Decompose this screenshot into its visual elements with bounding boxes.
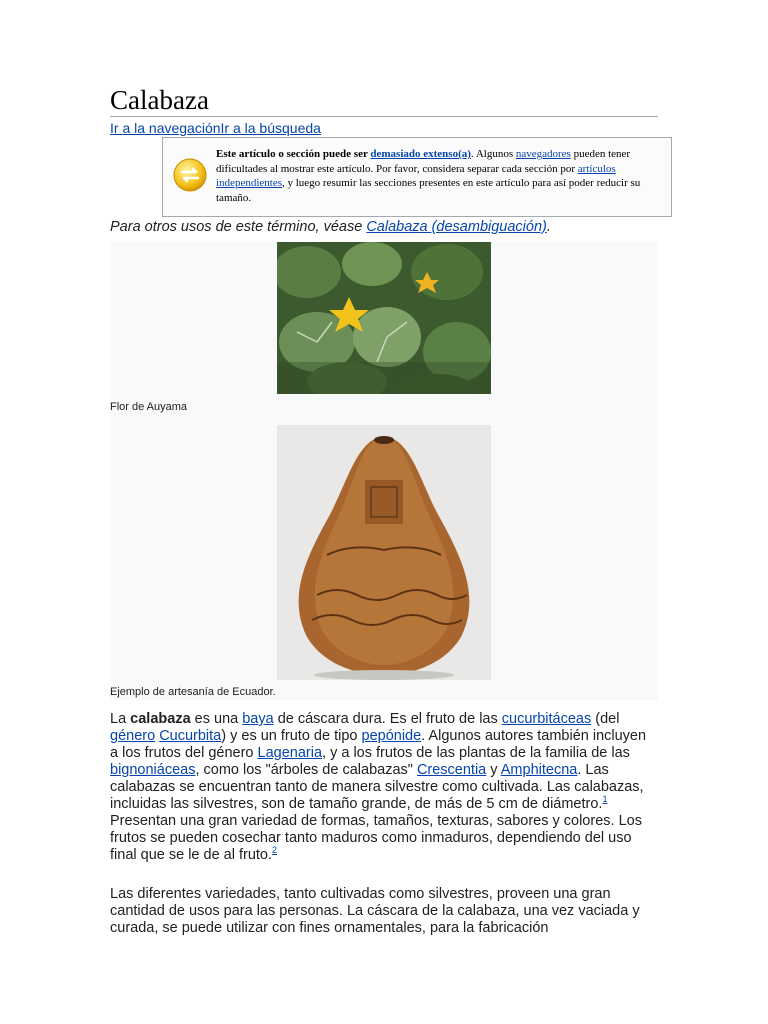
text-run: de cáscara dura. Es el fruto de las xyxy=(273,711,502,727)
notice-text xyxy=(216,147,666,205)
intro-paragraph xyxy=(110,711,658,864)
caption-gourd: Ejemplo de artesanía de Ecuador. xyxy=(110,686,276,698)
title-divider xyxy=(110,116,658,117)
reference-2-link[interactable]: 2 xyxy=(272,845,278,856)
link-baya[interactable]: baya xyxy=(242,711,274,727)
text-run: ) y es un fruto de tipo xyxy=(221,728,362,744)
text-run: es una xyxy=(190,711,243,727)
uses-paragraph: Las diferentes variedades, tanto cultivadas como silvestres, proveen una gran cantidad de usos para las personas. La cáscara de la calabaza, una vez vaciada y curada, se puede utilizar con fines ornamentales, para la fabricación xyxy=(110,886,640,936)
link-cucurbitaceas[interactable]: cucurbitáceas xyxy=(501,711,592,727)
notice-navegadores-link[interactable]: navegadores xyxy=(515,148,571,160)
text-run: . Algunos autores también incluyen a los frutos del género xyxy=(110,728,647,761)
text-run: , y a los frutos de las plantas de la familia de las xyxy=(322,745,630,761)
notice-text-part: . Algunos xyxy=(470,148,516,160)
caption-flower: Flor de Auyama xyxy=(110,401,188,413)
link-genero[interactable]: género xyxy=(110,728,156,744)
text-run: , como los "árboles de calabazas" xyxy=(195,762,417,778)
text-run: La xyxy=(110,711,131,727)
hatnote-end: . xyxy=(546,219,551,235)
term-bold: calabaza xyxy=(130,711,191,727)
link-crescentia[interactable]: Crescentia xyxy=(416,762,487,778)
text-run: (del xyxy=(591,711,620,727)
link-bignoniaceas[interactable]: bignoniáceas xyxy=(110,762,196,778)
notice-box xyxy=(162,137,672,217)
disambiguation-link[interactable]: Calabaza (desambiguación) xyxy=(366,219,547,235)
notice-text-part: pueden tener dificultades al mostrar este artículo. Por favor, considera separar cada sección por xyxy=(216,148,631,175)
pumpkin-flower-photo[interactable] xyxy=(277,242,491,394)
text-run: . Las calabazas se encuentran tanto de manera silvestre como cultivada. Las calabazas, incluidas las silvestres, son de tamaño grande, de más de 5 cm de diámetro. xyxy=(110,762,644,812)
link-amphitecna[interactable]: Amphitecna xyxy=(500,762,578,778)
hatnote-text: Para otros usos de este término, véase xyxy=(110,219,367,235)
page-title: Calabaza xyxy=(110,85,209,115)
notice-extensive-icon xyxy=(173,158,207,192)
image-gallery xyxy=(110,242,658,700)
jump-to-navigation-link[interactable]: Ir a la navegación xyxy=(110,120,221,136)
notice-text-part: , y luego resumir las secciones presentes en este artículo para así poder reducir su tamaño. xyxy=(216,177,641,204)
link-peponide[interactable]: pepónide xyxy=(361,728,422,744)
hatnote xyxy=(110,218,551,236)
notice-extenso-link[interactable]: demasiado extenso(a) xyxy=(370,148,471,160)
jump-links xyxy=(110,120,321,137)
carved-gourd-photo[interactable] xyxy=(277,425,491,680)
text-run: y xyxy=(486,762,501,778)
link-lagenaria[interactable]: Lagenaria xyxy=(257,745,323,761)
link-cucurbita[interactable]: Cucurbita xyxy=(159,728,222,744)
reference-1-link[interactable]: 1 xyxy=(602,794,608,805)
text-run: Presentan una gran variedad de formas, tamaños, texturas, sabores y colores. Los frutos se pueden cosechar tanto maduros como inmaduros, dependiendo del uso final que se le de al fruto. xyxy=(110,813,642,863)
notice-lead: Este artículo o sección puede ser xyxy=(216,148,371,160)
notice-articulos-link[interactable]: artículos independientes xyxy=(216,162,616,189)
jump-to-search-link[interactable]: Ir a la búsqueda xyxy=(220,120,321,136)
